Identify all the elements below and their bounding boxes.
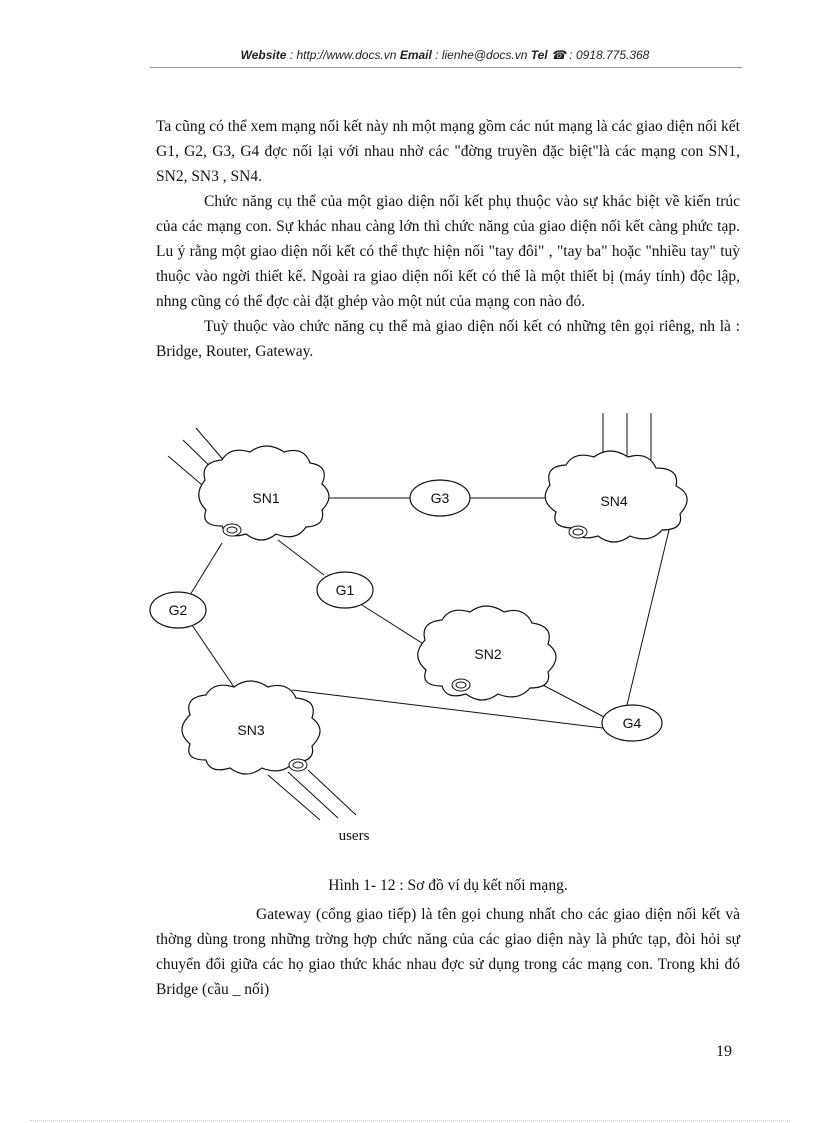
website-value: : http://www.docs.vn — [286, 48, 400, 62]
cloud-label-sn2: SN2 — [474, 646, 502, 662]
gateway-label-g2: G2 — [168, 602, 188, 618]
gateway-label-g3: G3 — [430, 490, 450, 506]
gateway-label-g1: G1 — [335, 582, 355, 598]
footer-divider — [30, 1120, 790, 1121]
paragraph-3: Tuỳ thuộc vào chức năng cụ thể mà giao diện nối kết có những tên gọi riêng, nh là : Bridge, Router, Gateway. — [156, 318, 740, 360]
page-number: 19 — [716, 1043, 732, 1060]
body-text-bottom — [156, 902, 740, 1002]
user-device-icon — [452, 679, 470, 691]
user-device-icon — [569, 526, 587, 538]
gateway-label-g4: G4 — [622, 715, 642, 731]
paragraph-4: Gateway (cổng giao tiếp) là tên gọi chung nhất cho các giao diện nối kết và thờng dùng trong những trờng hợp chức năng của các giao diện này là phức tạp, đòi hỏi sự chuyển đổi giữa các họ giao thức khác nhau đợc sử dụng trong các mạng con. Trong khi đó Bridge (cầu _ nối) — [156, 906, 740, 998]
link-g2-sn3 — [192, 625, 236, 690]
user-line — [288, 772, 338, 818]
user-line — [268, 775, 320, 820]
email-label: Email — [399, 48, 432, 62]
users-label: users — [338, 828, 370, 844]
paragraph-1: Ta cũng có thể xem mạng nối kết này nh một mạng gồm các nút mạng là các giao diện nối kết G1, G2, G3, G4 đợc nối lại với nhau nhờ các "đờng truyền đặc biệt"là các mạng con SN1, SN2, SN3 , SN4. — [156, 118, 740, 185]
email-value: : lienhe@docs.vn — [431, 48, 531, 62]
paragraph-2: Chức năng cụ thể của một giao diện nối kết phụ thuộc vào sự khác biệt về kiến trúc của các mạng con. Sự khác nhau càng lớn thì chức năng của giao diện nối kết càng phức tạp. Lu ý rằng một giao diện nối kết có thể thực hiện nối "tay đôi" , "tay ba" hoặc "nhiều tay" tuỳ thuộc vào ngời thiết kế. Ngoài ra giao diện nối kết có thể là một thiết bị (máy tính) độc lập, nhng cũng có thể đợc cài đặt ghép vào một nút của mạng con nào đó. — [156, 193, 740, 310]
link-sn4-g4 — [627, 530, 669, 705]
cloud-label-sn4: SN4 — [600, 493, 628, 509]
user-line — [308, 770, 356, 815]
cloud-label-sn3: SN3 — [237, 722, 265, 738]
website-label: Website — [240, 48, 287, 62]
link-sn2-g4 — [537, 682, 606, 718]
link-sn1-g1 — [278, 540, 324, 575]
tel-value: : 0918.775.368 — [565, 48, 650, 62]
link-sn3-g4 — [292, 690, 603, 728]
figure-caption: Hình 1- 12 : Sơ đồ ví dụ kết nối mạng. — [328, 877, 568, 894]
phone-icon: ☎ — [547, 48, 566, 62]
tel-label: Tel — [530, 48, 548, 62]
user-device-icon — [223, 524, 241, 536]
cloud-label-sn1: SN1 — [252, 490, 280, 506]
link-sn1-g2 — [190, 543, 222, 595]
user-device-icon — [289, 759, 307, 771]
link-g1-sn2 — [362, 605, 425, 645]
